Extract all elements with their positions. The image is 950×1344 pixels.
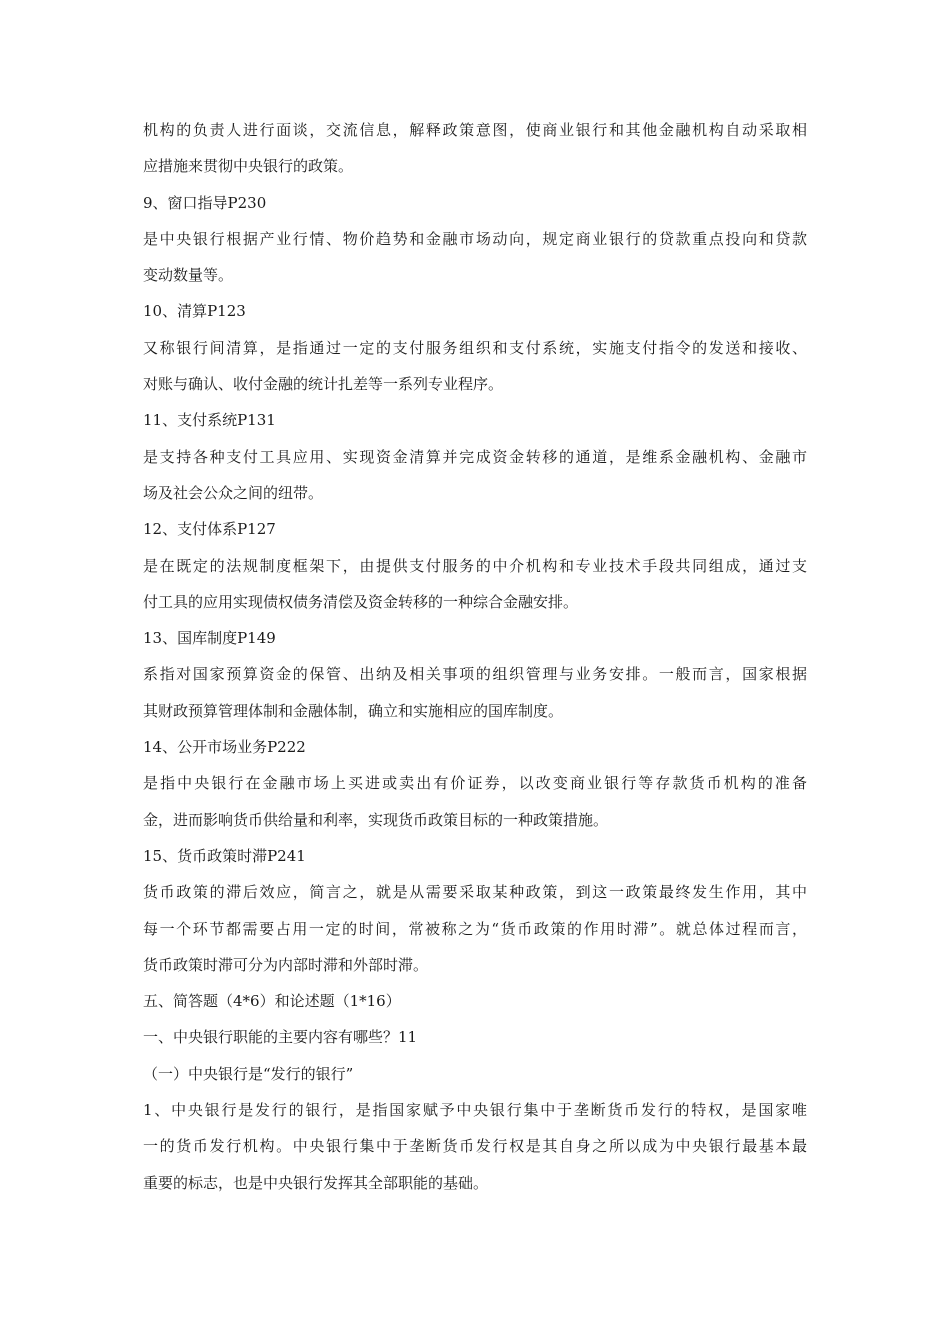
term-heading: 9、窗口指导P230 <box>143 193 267 212</box>
term-heading: 15、货币政策时滞P241 <box>143 846 306 865</box>
paragraph-line: 系指对国家预算资金的保管、出纳及相关事项的组织管理与业务安排。一般而言，国家根据 <box>143 665 807 684</box>
paragraph-line: 是支持各种支付工具应用、实现资金清算并完成资金转移的通道，是维系金融机构、金融市 <box>143 447 807 466</box>
paragraph-line: 其财政预算管理体制和金融体制，确立和实施相应的国库制度。 <box>143 701 564 720</box>
subsection-heading: （一）中央银行是“发行的银行” <box>143 1064 354 1083</box>
paragraph-line: 货币政策时滞可分为内部时滞和外部时滞。 <box>143 955 429 974</box>
document-body <box>143 112 807 1201</box>
paragraph-line: 重要的标志，也是中央银行发挥其全部职能的基础。 <box>143 1173 489 1192</box>
paragraph-line: 场及社会公众之间的纽带。 <box>143 483 324 502</box>
paragraph-line: 是中央银行根据产业行情、物价趋势和金融市场动向，规定商业银行的贷款重点投向和贷款 <box>143 229 807 248</box>
paragraph-line: 付工具的应用实现债权债务清偿及资金转移的一种综合金融安排。 <box>143 592 579 611</box>
term-heading: 10、清算P123 <box>143 302 246 321</box>
section-heading: 五、简答题（4*6）和论述题（1*16） <box>143 992 401 1011</box>
question-heading: 一、中央银行职能的主要内容有哪些？11 <box>143 1028 418 1047</box>
paragraph-line: 金，进而影响货币供给量和利率，实现货币政策目标的一种政策措施。 <box>143 810 609 829</box>
paragraph-line: 应措施来贯彻中央银行的政策。 <box>143 157 354 176</box>
paragraph-line: 是在既定的法规制度框架下，由提供支付服务的中介机构和专业技术手段共同组成，通过支 <box>143 556 807 575</box>
paragraph-line: 变动数量等。 <box>143 266 234 285</box>
term-heading: 13、国库制度P149 <box>143 629 276 648</box>
term-heading: 14、公开市场业务P222 <box>143 738 306 757</box>
term-heading: 12、支付体系P127 <box>143 520 276 539</box>
paragraph-line: 货币政策的滞后效应，简言之，就是从需要采取某种政策，到这一政策最终发生作用，其中 <box>143 883 807 902</box>
paragraph-line: 一的货币发行机构。中央银行集中于垄断货币发行权是其自身之所以成为中央银行最基本最 <box>143 1137 807 1156</box>
term-heading: 11、支付系统P131 <box>143 411 276 430</box>
paragraph-line: 1、中央银行是发行的银行，是指国家赋予中央银行集中于垄断货币发行的特权，是国家唯 <box>143 1101 807 1120</box>
paragraph-line: 机构的负责人进行面谈，交流信息，解释政策意图，使商业银行和其他金融机构自动采取相 <box>143 121 807 139</box>
paragraph-line: 对账与确认、收付金融的统计扎差等一系列专业程序。 <box>143 375 504 394</box>
paragraph-line: 又称银行间清算，是指通过一定的支付服务组织和支付系统，实施支付指令的发送和接收、 <box>143 338 807 357</box>
paragraph-line: 是指中央银行在金融市场上买进或卖出有价证券，以改变商业银行等存款货币机构的准备 <box>143 774 807 793</box>
paragraph-line: 每一个环节都需要占用一定的时间，常被称之为“货币政策的作用时滞”。就总体过程而言， <box>143 919 807 938</box>
